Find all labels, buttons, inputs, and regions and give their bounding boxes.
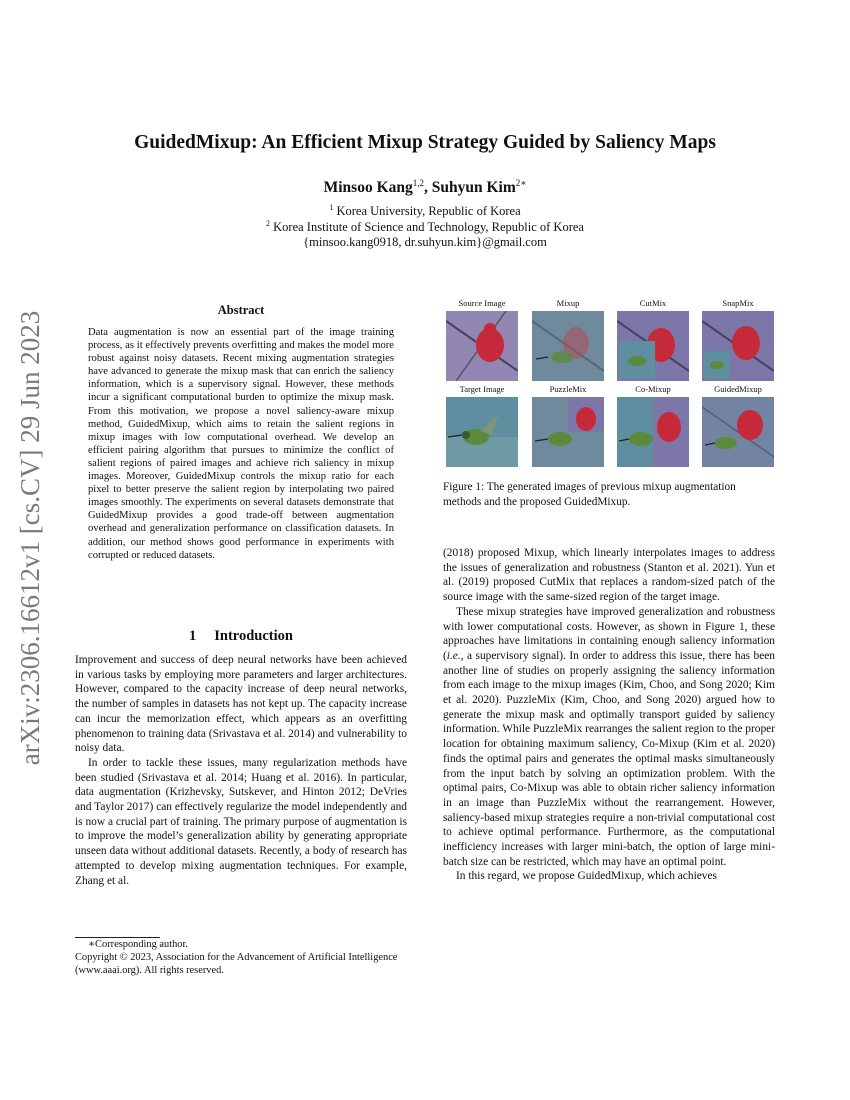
author-affil-mark: 2∗ [515,178,527,188]
puzzlemix-image [532,397,604,467]
figure-label: CutMix [639,298,667,308]
author-name: Minsoo Kang [323,179,413,197]
guidedmixup-image [702,397,774,467]
affiliation-2 [0,219,850,235]
figure-label: Co-Mixup [635,384,671,394]
figure-1 [443,296,775,476]
paragraph: Improvement and success of deep neural networks have been achieved in various tasks by employing more parameters and larger architectures. However, compared to the capacity increase of deep neural networks, the number of samples in datasets has not kept up. The capacity increase can incur the memorization effect, which appears as an overfitting phenomenon to training data (Srivastava et al. 2014) and vulnerability to noisy data. [75,654,407,755]
figure-label: Target Image [459,384,505,394]
paragraph: In order to tackle these issues, many regularization methods have been studied (Srivastava et al. 2014; Huang et al. 2016). In particular, data augmentation (Krizhevsky, Sutskever, and Hinton 2012; DeVries and Taylor 2017) can effectively regularize the model independently and is now a crucial part of training. The primary purpose of augmentation is to improve the model’s generalization ability by generating appropriate unseen data without additional datasets. Recently, a body of research has attempted to develop mixing augmentation techniques. For example, Zhang et al. [75,756,407,887]
arxiv-side-stamp: arXiv:2306.16612v1 [cs.CV] 29 Jun 2023 [15,310,45,766]
affil-mark: 1 [329,203,334,212]
figure-label: PuzzleMix [549,384,587,394]
snapmix-image [702,311,774,381]
footnote-rule [75,937,160,938]
text-run-italic: i.e. [446,649,461,662]
affil-text: Korea University, Republic of Korea [333,204,521,219]
figure-label: Mixup [556,298,580,308]
affiliation-1 [0,203,850,219]
section-heading [75,628,407,645]
paragraph: (2018) proposed Mixup, which linearly interpolates images to address the issues of generalization and robustness (Stanton et al. 2021). Yun et al. (2019) proposed CutMix that replaces a random-sized patch of the source image with the same-sized region of the target image. [443,547,775,604]
source-image [446,311,518,381]
target-image [446,397,518,467]
author-list [0,178,850,197]
right-column-body [443,546,775,884]
copyright-note: Copyright © 2023, Association for the Advancement of Artificial Intelligence (www.aaai.org). All rights reserved. [75,951,398,976]
text-run: , a supervisory signal). In order to address this issue, there has been another line of studies on properly assigning the saliency information from each image to the mixup images (Kim, Choo, and Song 2020; Kim et al. 2020). PuzzleMix (Kim, Choo, and Song 2020) argued how to generate the mixup mask and optimally transport guided by saliency information. While PuzzleMix rearranges the salient region to the proper location for obtaining maximum saliency, Co-Mixup (Kim et al. 2020) finds the optimal pairs and generates the optimal masks simultaneously from the input batch by solving an optimization problem. With the optimal pairs, Co-Mixup was able to obtain richer saliency information in an image than PuzzleMix without the rearrangement. However, saliency-based mixup strategies require a non-trivial computational cost to achieve optimal performance. Furthermore, as the computational inefficiency increases with larger mini-batch, the option of large mini-batch size can be restricted, which may have an optimal point. [443,649,775,868]
text-run: These mixup strategies have improved generalization and robustness with lower computational costs. However, as shown in Figure 1, these approaches have limitations in containing enough saliency information ( [443,605,775,662]
figure-label: GuidedMixup [714,384,762,394]
corresponding-author-note: ∗Corresponding author. [88,939,188,950]
author-emails: {minsoo.kang0918, dr.suhyun.kim}@gmail.com [303,235,547,249]
affil-mark: 2 [266,219,271,228]
author-separator: , [424,179,432,197]
affil-text: Korea Institute of Science and Technology, Republic of Korea [270,220,584,235]
intro-body [75,653,407,888]
author-name: Suhyun Kim [431,179,516,197]
figure-label: SnapMix [722,298,754,308]
paragraph: In this regard, we propose GuidedMixup, which achieves [456,870,717,883]
paragraph [443,605,775,870]
paper-title: GuidedMixup: An Efficient Mixup Strategy Guided by Saliency Maps [134,132,716,153]
abstract-heading: Abstract [217,303,265,317]
figure-label: Source Image [458,298,506,308]
figure-caption: Figure 1: The generated images of previous mixup augmentation methods and the proposed GuidedMixup. [443,481,736,508]
mixup-image [532,311,604,381]
section-number: 1 [189,628,197,644]
comixup-image [617,397,689,467]
cutmix-image [617,311,689,381]
abstract-text: Data augmentation is now an essential part of the image training process, as it effectively prevents overfitting and makes the model more robust against noisy datasets. Recent mixing augmentation strategies have advanced to generate the mixup mask that can enrich the saliency information, which is a supervisory signal. However, these methods incur a significant computational burden to optimize the mixup mask. From this motivation, we propose a novel saliency-aware mixup method, GuidedMixup, which aims to retain the salient regions in mixup images with low computational overhead. We develop an efficient pairing algorithm that pursues to minimize the conflict of salient regions of paired images and achieve rich saliency in mixup images. Moreover, GuidedMixup controls the mixup ratio for each pixel to better preserve the salient region by interpolating two paired images smoothly. The experiments on several datasets demonstrate that GuidedMixup provides a good trade-off between augmentation overhead and generalization performance on classification datasets. In addition, our method shows good performance in experiments with corrupted or reduced datasets. [88,327,394,561]
author-affil-mark: 1,2 [412,178,424,188]
footnote [75,939,407,977]
section-title: Introduction [214,628,293,644]
